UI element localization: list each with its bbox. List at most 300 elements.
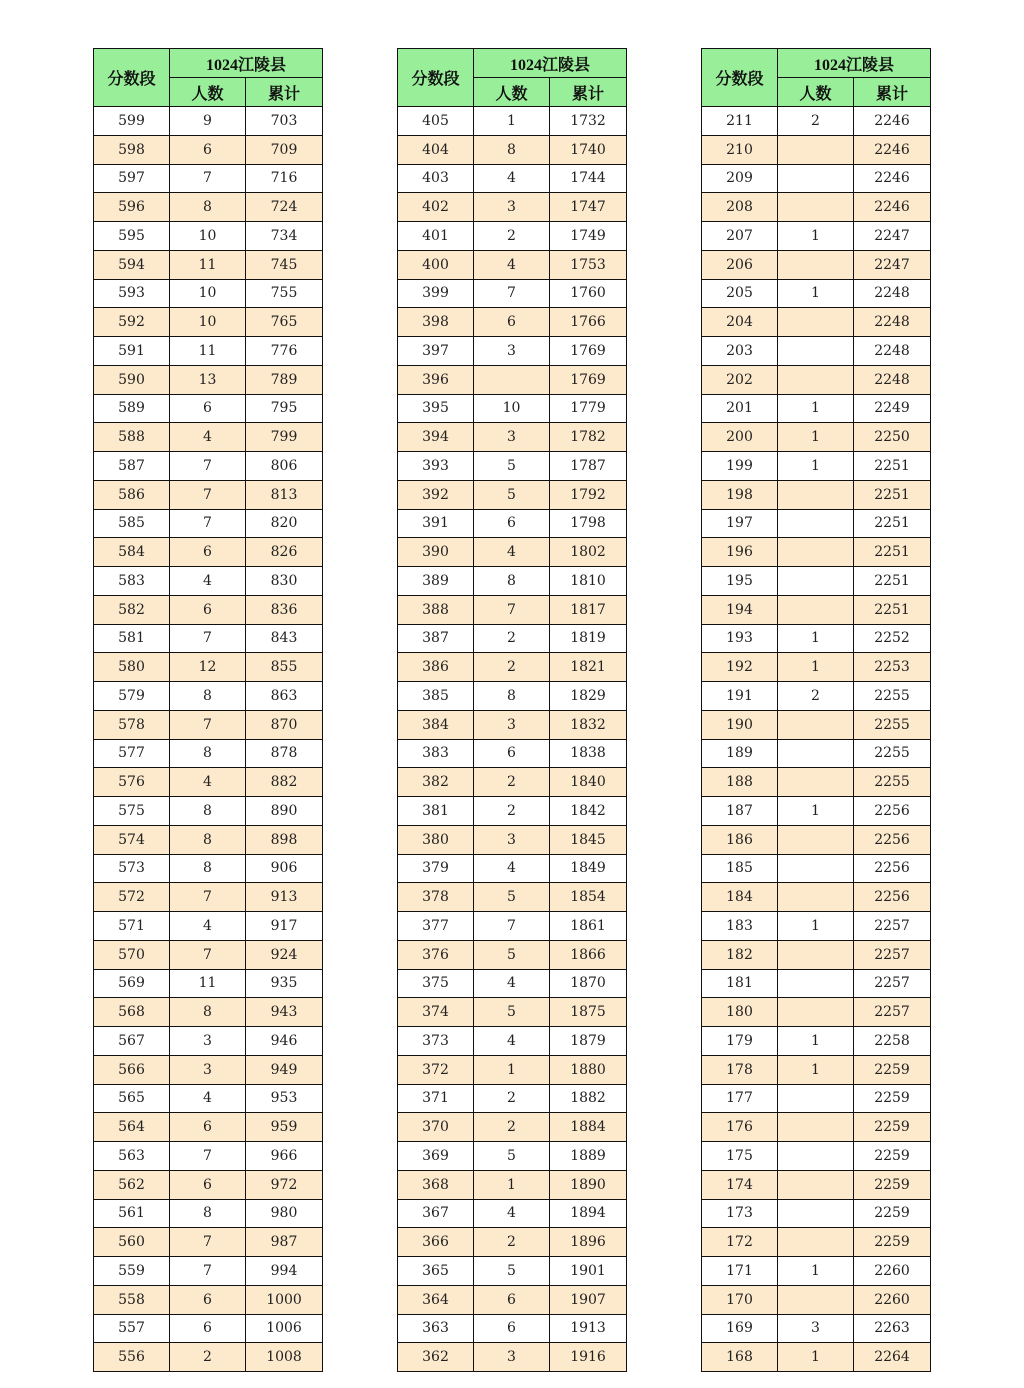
- score-cell: 583: [94, 567, 170, 596]
- count-cell: [778, 250, 854, 279]
- county-header: 1024江陵县: [474, 49, 627, 78]
- score-cell: 591: [94, 337, 170, 366]
- table-row: [702, 1142, 931, 1171]
- count-cell: 7: [170, 452, 246, 481]
- count-cell: [778, 164, 854, 193]
- cumulative-cell: 863: [246, 682, 323, 711]
- score-cell: 581: [94, 624, 170, 653]
- table-row: [702, 998, 931, 1027]
- table-row: [702, 854, 931, 883]
- score-cell: 587: [94, 452, 170, 481]
- table-row: [398, 1228, 627, 1257]
- cumulative-cell: 870: [246, 710, 323, 739]
- table-row: [398, 825, 627, 854]
- score-cell: 400: [398, 250, 474, 279]
- cumulative-cell: 2253: [854, 653, 931, 682]
- table-row: [702, 164, 931, 193]
- count-cell: 6: [170, 1170, 246, 1199]
- count-cell: [778, 1285, 854, 1314]
- table-row: [94, 567, 323, 596]
- count-cell: 7: [170, 624, 246, 653]
- count-cell: [778, 1113, 854, 1142]
- cumulative-cell: 1782: [550, 423, 627, 452]
- cumulative-cell: 2259: [854, 1199, 931, 1228]
- cumulative-cell: 1849: [550, 854, 627, 883]
- table-row: [94, 912, 323, 941]
- cumulative-cell: 2249: [854, 394, 931, 423]
- count-cell: 2: [474, 624, 550, 653]
- score-cell: 365: [398, 1257, 474, 1286]
- table-row: [398, 423, 627, 452]
- score-cell: 597: [94, 164, 170, 193]
- count-cell: 5: [474, 1142, 550, 1171]
- cumulative-cell: 1884: [550, 1113, 627, 1142]
- table-row: [398, 480, 627, 509]
- cumulative-cell: 2258: [854, 1027, 931, 1056]
- table-row: [94, 394, 323, 423]
- score-cell: 195: [702, 567, 778, 596]
- score-cell: 202: [702, 365, 778, 394]
- table-row: [398, 653, 627, 682]
- cumulative-cell: 2255: [854, 710, 931, 739]
- table-row: [94, 1084, 323, 1113]
- score-cell: 201: [702, 394, 778, 423]
- table-row: [702, 1228, 931, 1257]
- count-cell: 6: [170, 1113, 246, 1142]
- cumulative-cell: 994: [246, 1257, 323, 1286]
- score-table-2: [397, 48, 627, 1372]
- cumulative-cell: 2247: [854, 222, 931, 251]
- cumulative-cell: 1901: [550, 1257, 627, 1286]
- table-row: [398, 739, 627, 768]
- score-cell: 387: [398, 624, 474, 653]
- cumulative-cell: 2246: [854, 107, 931, 136]
- score-cell: 584: [94, 538, 170, 567]
- cumulative-cell: 2263: [854, 1314, 931, 1343]
- count-header: 人数: [170, 78, 246, 107]
- score-cell: 180: [702, 998, 778, 1027]
- count-cell: 4: [170, 768, 246, 797]
- table-row: [94, 423, 323, 452]
- cumulative-cell: 716: [246, 164, 323, 193]
- score-cell: 366: [398, 1228, 474, 1257]
- count-cell: 3: [474, 423, 550, 452]
- count-cell: 11: [170, 969, 246, 998]
- count-cell: [778, 854, 854, 883]
- table-row: [702, 1314, 931, 1343]
- score-cell: 179: [702, 1027, 778, 1056]
- cumulative-cell: 878: [246, 739, 323, 768]
- count-cell: 12: [170, 653, 246, 682]
- count-cell: 6: [170, 1285, 246, 1314]
- score-cell: 205: [702, 279, 778, 308]
- table-row: [94, 1027, 323, 1056]
- cumulative-cell: 813: [246, 480, 323, 509]
- table-row: [702, 452, 931, 481]
- table-row: [398, 1055, 627, 1084]
- cumulative-cell: 2257: [854, 998, 931, 1027]
- table-row: [398, 1084, 627, 1113]
- score-cell: 594: [94, 250, 170, 279]
- count-cell: 1: [778, 797, 854, 826]
- count-cell: 4: [474, 164, 550, 193]
- cumulative-cell: 755: [246, 279, 323, 308]
- score-cell: 374: [398, 998, 474, 1027]
- table-row: [702, 250, 931, 279]
- cumulative-cell: 2260: [854, 1257, 931, 1286]
- cumulative-header: 累计: [246, 78, 323, 107]
- count-header: 人数: [778, 78, 854, 107]
- table-row: [94, 1199, 323, 1228]
- cumulative-cell: 946: [246, 1027, 323, 1056]
- score-cell: 371: [398, 1084, 474, 1113]
- score-table-1: [93, 48, 323, 1372]
- score-cell: 396: [398, 365, 474, 394]
- table-row: [94, 1285, 323, 1314]
- score-cell: 599: [94, 107, 170, 136]
- table-row: [702, 653, 931, 682]
- count-cell: 4: [474, 538, 550, 567]
- count-cell: [778, 825, 854, 854]
- count-cell: 6: [170, 135, 246, 164]
- count-cell: [778, 710, 854, 739]
- score-cell: 559: [94, 1257, 170, 1286]
- cumulative-cell: 1749: [550, 222, 627, 251]
- score-cell: 368: [398, 1170, 474, 1199]
- cumulative-cell: 1907: [550, 1285, 627, 1314]
- table-row: [398, 998, 627, 1027]
- table-row: [398, 595, 627, 624]
- table-row: [94, 1343, 323, 1372]
- table-row: [702, 595, 931, 624]
- score-cell: 386: [398, 653, 474, 682]
- cumulative-cell: 890: [246, 797, 323, 826]
- table-row: [702, 279, 931, 308]
- table-row: [702, 624, 931, 653]
- table-row: [398, 107, 627, 136]
- cumulative-cell: 1845: [550, 825, 627, 854]
- cumulative-cell: 913: [246, 883, 323, 912]
- score-cell: 580: [94, 653, 170, 682]
- score-cell: 395: [398, 394, 474, 423]
- score-cell: 211: [702, 107, 778, 136]
- table-row: [94, 452, 323, 481]
- score-cell: 182: [702, 940, 778, 969]
- cumulative-cell: 2257: [854, 940, 931, 969]
- count-cell: 11: [170, 250, 246, 279]
- count-cell: [778, 308, 854, 337]
- county-header: 1024江陵县: [170, 49, 323, 78]
- cumulative-cell: 2257: [854, 969, 931, 998]
- count-cell: [778, 1228, 854, 1257]
- score-cell: 376: [398, 940, 474, 969]
- cumulative-cell: 826: [246, 538, 323, 567]
- score-cell: 556: [94, 1343, 170, 1372]
- cumulative-cell: 795: [246, 394, 323, 423]
- score-cell: 598: [94, 135, 170, 164]
- cumulative-cell: 1854: [550, 883, 627, 912]
- cumulative-cell: 1894: [550, 1199, 627, 1228]
- cumulative-cell: 1747: [550, 193, 627, 222]
- cumulative-cell: 2264: [854, 1343, 931, 1372]
- cumulative-cell: 2251: [854, 538, 931, 567]
- cumulative-cell: 1889: [550, 1142, 627, 1171]
- score-cell: 196: [702, 538, 778, 567]
- score-cell: 210: [702, 135, 778, 164]
- score-cell: 578: [94, 710, 170, 739]
- score-cell: 385: [398, 682, 474, 711]
- cumulative-cell: 1006: [246, 1314, 323, 1343]
- cumulative-cell: 1866: [550, 940, 627, 969]
- cumulative-cell: 1802: [550, 538, 627, 567]
- score-cell: 199: [702, 452, 778, 481]
- score-cell: 203: [702, 337, 778, 366]
- count-cell: 5: [474, 998, 550, 1027]
- cumulative-cell: 959: [246, 1113, 323, 1142]
- table-row: [398, 1142, 627, 1171]
- score-cell: 570: [94, 940, 170, 969]
- score-cell: 562: [94, 1170, 170, 1199]
- table-row: [398, 222, 627, 251]
- count-cell: 2: [170, 1343, 246, 1372]
- cumulative-cell: 1732: [550, 107, 627, 136]
- count-cell: 8: [170, 854, 246, 883]
- count-cell: [778, 337, 854, 366]
- table-row: [398, 624, 627, 653]
- table-row: [398, 1199, 627, 1228]
- score-cell: 188: [702, 768, 778, 797]
- score-cell: 382: [398, 768, 474, 797]
- count-cell: 6: [474, 1285, 550, 1314]
- cumulative-cell: 2246: [854, 135, 931, 164]
- score-cell: 177: [702, 1084, 778, 1113]
- cumulative-cell: 765: [246, 308, 323, 337]
- score-cell: 207: [702, 222, 778, 251]
- count-cell: 4: [170, 423, 246, 452]
- table-row: [398, 768, 627, 797]
- count-cell: 8: [170, 193, 246, 222]
- cumulative-cell: 2248: [854, 279, 931, 308]
- table-row: [94, 768, 323, 797]
- score-cell: 191: [702, 682, 778, 711]
- score-cell: 189: [702, 739, 778, 768]
- table-row: [398, 1314, 627, 1343]
- cumulative-cell: 2251: [854, 509, 931, 538]
- count-cell: 1: [474, 1055, 550, 1084]
- table-row: [398, 1257, 627, 1286]
- score-cell: 388: [398, 595, 474, 624]
- score-cell: 571: [94, 912, 170, 941]
- count-cell: [778, 595, 854, 624]
- score-cell: 399: [398, 279, 474, 308]
- count-cell: 6: [170, 538, 246, 567]
- score-cell: 557: [94, 1314, 170, 1343]
- score-cell: 383: [398, 739, 474, 768]
- score-cell: 558: [94, 1285, 170, 1314]
- table-row: [702, 365, 931, 394]
- cumulative-cell: 1744: [550, 164, 627, 193]
- count-cell: [778, 768, 854, 797]
- table-row: [398, 1343, 627, 1372]
- cumulative-cell: 2259: [854, 1113, 931, 1142]
- count-cell: 3: [474, 710, 550, 739]
- count-cell: [474, 365, 550, 394]
- table-row: [94, 164, 323, 193]
- count-cell: 1: [778, 279, 854, 308]
- table-row: [94, 825, 323, 854]
- score-cell: 206: [702, 250, 778, 279]
- count-cell: 8: [474, 135, 550, 164]
- table-row: [702, 567, 931, 596]
- count-cell: 4: [474, 250, 550, 279]
- cumulative-cell: 1880: [550, 1055, 627, 1084]
- count-cell: 11: [170, 337, 246, 366]
- cumulative-cell: 789: [246, 365, 323, 394]
- score-cell: 390: [398, 538, 474, 567]
- score-cell: 575: [94, 797, 170, 826]
- cumulative-cell: 1810: [550, 567, 627, 596]
- count-cell: 5: [474, 480, 550, 509]
- score-cell: 392: [398, 480, 474, 509]
- count-cell: 1: [474, 1170, 550, 1199]
- cumulative-cell: 843: [246, 624, 323, 653]
- table-row: [94, 940, 323, 969]
- count-cell: 7: [170, 883, 246, 912]
- count-cell: 1: [778, 423, 854, 452]
- count-cell: 1: [778, 394, 854, 423]
- cumulative-cell: 703: [246, 107, 323, 136]
- cumulative-cell: 1817: [550, 595, 627, 624]
- score-cell: 405: [398, 107, 474, 136]
- table-row: [702, 825, 931, 854]
- count-cell: 2: [778, 107, 854, 136]
- table-row: [702, 969, 931, 998]
- count-cell: 3: [474, 1343, 550, 1372]
- cumulative-cell: 2259: [854, 1084, 931, 1113]
- cumulative-cell: 1838: [550, 739, 627, 768]
- count-cell: [778, 1142, 854, 1171]
- score-cell: 404: [398, 135, 474, 164]
- count-cell: 7: [170, 1142, 246, 1171]
- count-cell: 7: [474, 912, 550, 941]
- score-cell: 170: [702, 1285, 778, 1314]
- table-row: [702, 1027, 931, 1056]
- table-row: [398, 164, 627, 193]
- count-cell: 3: [474, 825, 550, 854]
- table-row: [94, 250, 323, 279]
- count-cell: 6: [474, 509, 550, 538]
- table-row: [94, 739, 323, 768]
- table-row: [702, 1170, 931, 1199]
- table-row: [94, 854, 323, 883]
- cumulative-cell: 2248: [854, 337, 931, 366]
- score-cell: 192: [702, 653, 778, 682]
- cumulative-cell: 799: [246, 423, 323, 452]
- score-cell: 391: [398, 509, 474, 538]
- cumulative-cell: 987: [246, 1228, 323, 1257]
- score-cell: 569: [94, 969, 170, 998]
- cumulative-cell: 2246: [854, 193, 931, 222]
- table-row: [702, 797, 931, 826]
- table-row: [94, 193, 323, 222]
- count-cell: 8: [170, 825, 246, 854]
- cumulative-cell: 2260: [854, 1285, 931, 1314]
- count-cell: [778, 739, 854, 768]
- table-row: [94, 538, 323, 567]
- cumulative-header: 累计: [550, 78, 627, 107]
- score-cell: 389: [398, 567, 474, 596]
- cumulative-cell: 1769: [550, 337, 627, 366]
- score-cell: 593: [94, 279, 170, 308]
- table-row: [702, 710, 931, 739]
- score-cell: 185: [702, 854, 778, 883]
- table-row: [702, 1055, 931, 1084]
- table-row: [94, 1055, 323, 1084]
- cumulative-cell: 2252: [854, 624, 931, 653]
- score-cell: 567: [94, 1027, 170, 1056]
- table-row: [398, 193, 627, 222]
- count-cell: 7: [170, 164, 246, 193]
- cumulative-cell: 1000: [246, 1285, 323, 1314]
- table-row: [702, 337, 931, 366]
- count-cell: 6: [474, 739, 550, 768]
- count-cell: 1: [778, 1027, 854, 1056]
- cumulative-cell: 1787: [550, 452, 627, 481]
- table-row: [702, 107, 931, 136]
- score-cell: 172: [702, 1228, 778, 1257]
- count-cell: 3: [778, 1314, 854, 1343]
- cumulative-cell: 2256: [854, 825, 931, 854]
- score-cell: 378: [398, 883, 474, 912]
- count-cell: 8: [474, 567, 550, 596]
- count-cell: 1: [778, 222, 854, 251]
- score-cell: 579: [94, 682, 170, 711]
- count-cell: [778, 940, 854, 969]
- cumulative-cell: 966: [246, 1142, 323, 1171]
- count-cell: [778, 135, 854, 164]
- score-cell: 380: [398, 825, 474, 854]
- score-cell: 561: [94, 1199, 170, 1228]
- score-cell: 596: [94, 193, 170, 222]
- count-cell: 7: [170, 940, 246, 969]
- count-cell: [778, 1084, 854, 1113]
- table-row: [398, 135, 627, 164]
- score-cell: 381: [398, 797, 474, 826]
- count-cell: 4: [170, 1084, 246, 1113]
- table-row: [702, 1113, 931, 1142]
- score-cell: 169: [702, 1314, 778, 1343]
- score-cell: 186: [702, 825, 778, 854]
- count-cell: 5: [474, 940, 550, 969]
- count-cell: 6: [170, 595, 246, 624]
- table-row: [702, 940, 931, 969]
- score-cell: 369: [398, 1142, 474, 1171]
- table-row: [702, 1199, 931, 1228]
- table-row: [398, 912, 627, 941]
- score-cell: 370: [398, 1113, 474, 1142]
- count-cell: 7: [170, 710, 246, 739]
- table-row: [94, 797, 323, 826]
- score-cell: 375: [398, 969, 474, 998]
- score-cell: 364: [398, 1285, 474, 1314]
- table-row: [398, 969, 627, 998]
- score-cell: 585: [94, 509, 170, 538]
- count-cell: 1: [778, 1055, 854, 1084]
- count-cell: 2: [474, 1228, 550, 1257]
- count-cell: 8: [474, 682, 550, 711]
- cumulative-cell: 1779: [550, 394, 627, 423]
- count-cell: 4: [170, 912, 246, 941]
